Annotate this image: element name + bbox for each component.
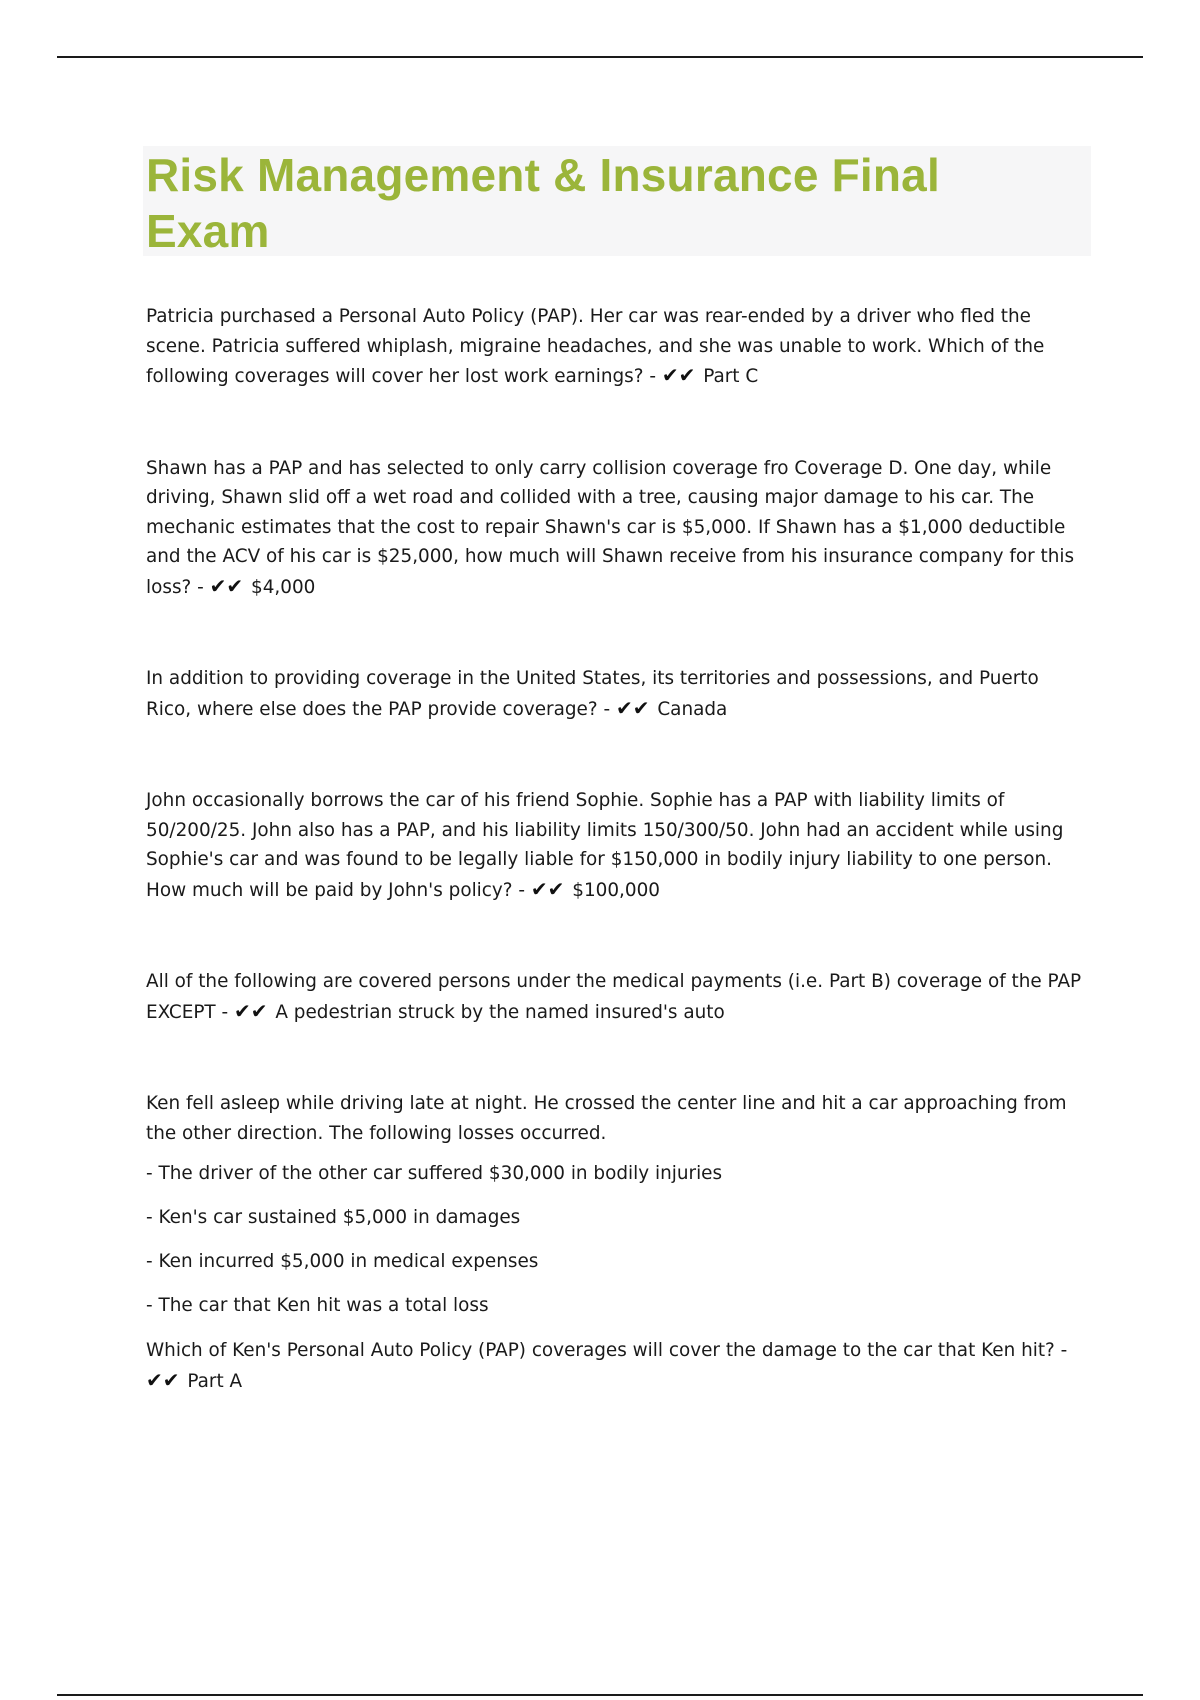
answer-text: Part A	[187, 1370, 243, 1392]
answer-text: $4,000	[251, 576, 316, 598]
question-text	[146, 454, 1086, 603]
double-check-icon: ✔✔	[146, 1367, 180, 1392]
question-stem: John occasionally borrows the car of his friend Sophie. Sophie has a PAP with liability limits of 50/200/25. John also has a PAP, and his liability limits 150/300/50. John had an accident while using Sophie's car and was found to be legally liable for $150,000 in bodily injury liability to one person. How much will be paid by John's policy? -	[146, 790, 1064, 901]
question-text	[146, 786, 1086, 905]
question-text: Ken fell asleep while driving late at night. He crossed the center line and hit a car approaching from the other direction. The following losses occurred.	[146, 1093, 1067, 1144]
double-check-icon: ✔✔	[209, 573, 244, 598]
loss-list-item: - Ken incurred $5,000 in medical expenses	[146, 1251, 539, 1272]
answer-text: Part C	[703, 366, 759, 387]
loss-list-item: - Ken's car sustained $5,000 in damages	[146, 1207, 521, 1228]
question-stem: All of the following are covered persons under the medical payments (i.e. Part B) coverage of the PAP EXCEPT -	[146, 971, 1082, 1023]
answer-text: Canada	[657, 698, 728, 720]
question-stem: Which of Ken's Personal Auto Policy (PAP) coverages will cover the damage to the car that Ken hit? -	[146, 1340, 1068, 1361]
followup-question	[146, 1336, 1086, 1396]
question-text	[146, 664, 1086, 724]
question-block	[146, 1089, 1086, 1396]
loss-list-item: - The car that Ken hit was a total loss	[146, 1295, 489, 1316]
top-rule	[57, 56, 1143, 58]
question-stem: Shawn has a PAP and has selected to only carry collision coverage fro Coverage D. One day, while driving, Shawn slid off a wet road and collided with a tree, causing major damage to his car. The mechanic estimates that the cost to repair Shawn's car is $5,000. If Shawn has a $1,000 deductible and the ACV of his car is $25,000, how much will Shawn receive from his insurance company for this loss? -	[146, 457, 1075, 598]
question-block	[146, 454, 1086, 603]
bottom-rule	[57, 1694, 1143, 1696]
loss-list-item: - The driver of the other car suffered $30,000 in bodily injuries	[146, 1163, 723, 1184]
question-block	[146, 664, 1086, 724]
answer-text: A pedestrian struck by the named insured's auto	[275, 1001, 725, 1023]
question-text	[146, 967, 1086, 1027]
question-text	[146, 302, 1086, 392]
document-title: Risk Management & Insurance Final Exam	[146, 149, 940, 257]
document-body	[146, 302, 1086, 1396]
double-check-icon: ✔✔	[661, 363, 696, 387]
answer-text: $100,000	[572, 879, 661, 901]
question-block	[146, 302, 1086, 392]
question-block	[146, 967, 1086, 1027]
question-block	[146, 786, 1086, 905]
double-check-icon: ✔✔	[234, 998, 268, 1023]
question-stem: In addition to providing coverage in the United States, its territories and possessions, and Puerto Rico, where else does the PAP provide coverage? -	[146, 668, 1039, 720]
question-stem: Patricia purchased a Personal Auto Policy (PAP). Her car was rear-ended by a driver who fled the scene. Patricia suffered whiplash, migraine headaches, and she was unable to work. Which of the following coverages will cover her lost work earnings? -	[146, 306, 1045, 387]
double-check-icon: ✔✔	[530, 876, 565, 901]
double-check-icon: ✔✔	[615, 695, 650, 720]
